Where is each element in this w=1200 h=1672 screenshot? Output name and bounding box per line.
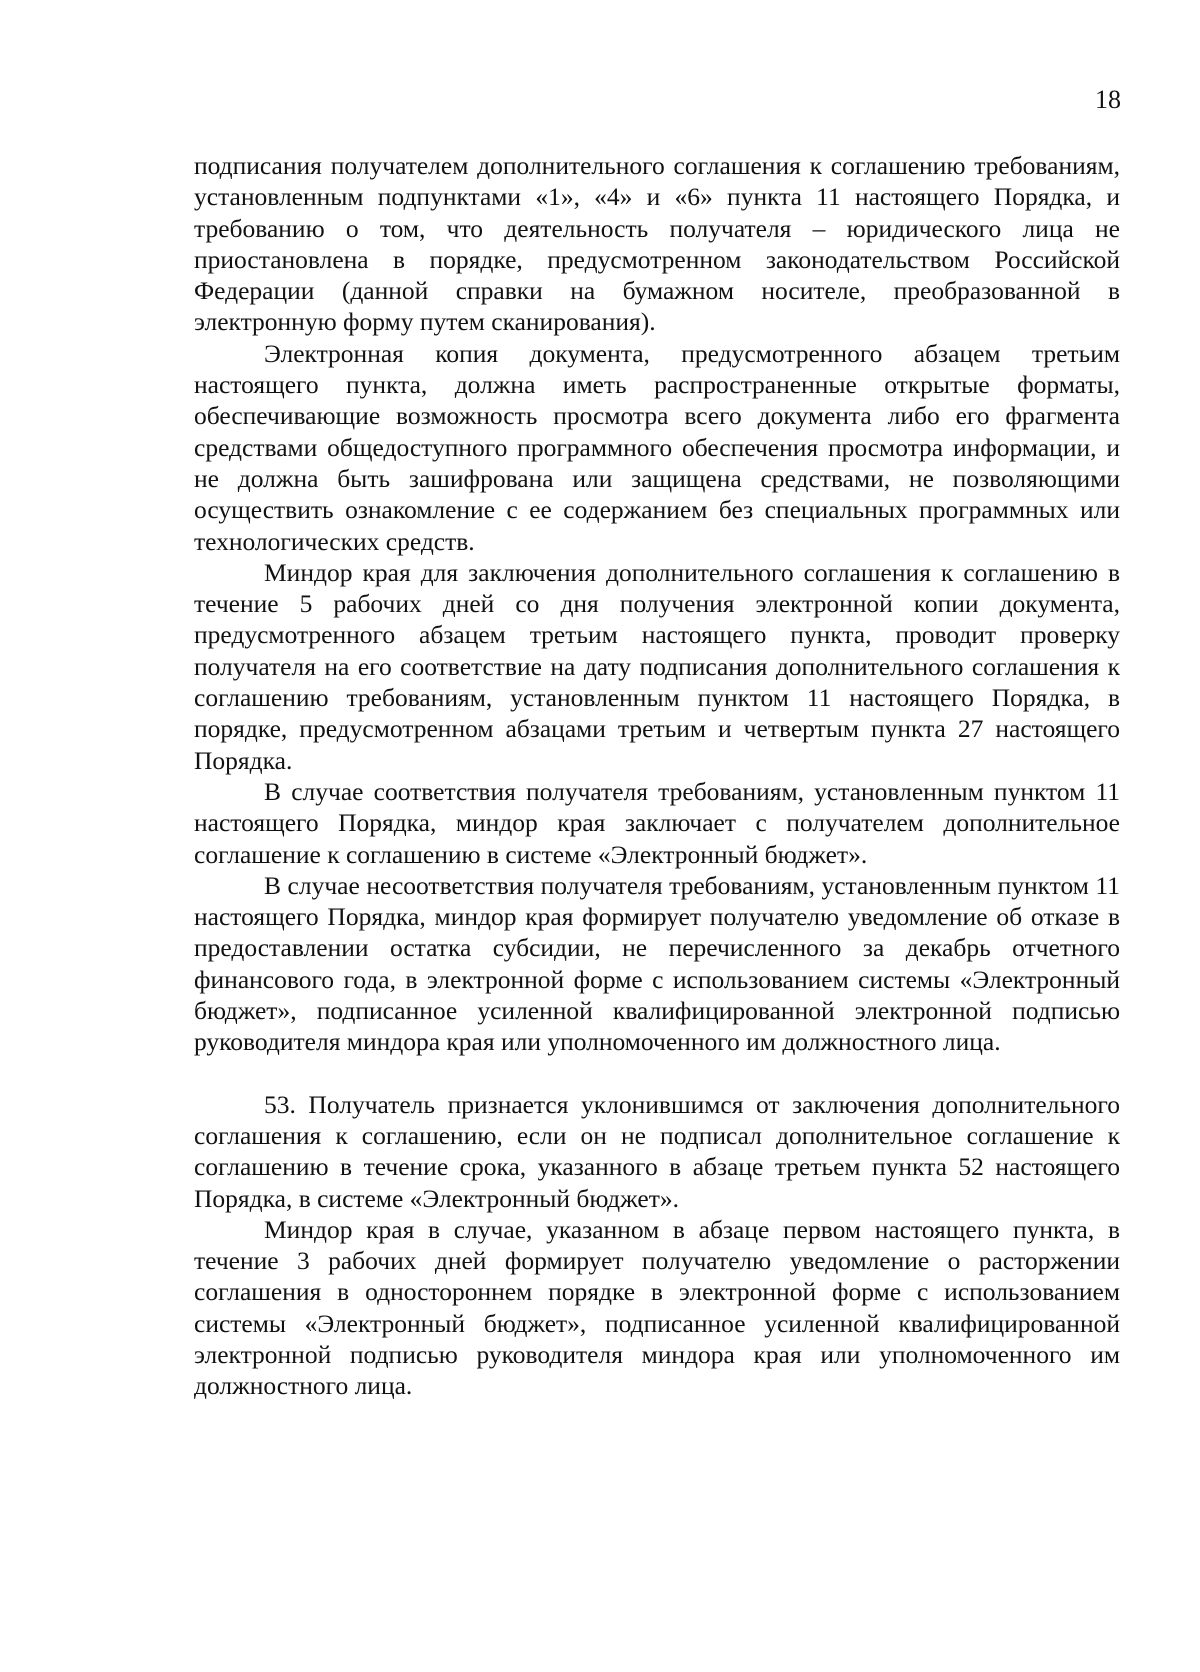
paragraph-electronic-copy-format: Электронная копия документа, предусмотренного абзацем третьим настоящего пункта, должна иметь распространенные открытые форматы, обеспечивающие возможность просмотра всего документа либо его фрагмента средствами общедоступного программного обеспечения просмотра информации, и не должна быть зашифрована или защищена средствами, не позволяющими осуществить ознакомление с ее содержанием без специальных программных или технологических средств. [194, 338, 1120, 556]
paragraph-non-compliance: В случае несоответствия получателя требованиям, установленным пунктом 11 настоящего Порядка, миндор края формирует получателю уведомление об отказе в предоставлении остатка субсидии, не перечисленного за декабрь отчетного финансового года, в электронной форме с использованием системы «Электронный бюджет», подписанное усиленной квалифицированной электронной подписью руководителя миндора края или уполномоченного им должностного лица. [194, 870, 1120, 1057]
paragraph-compliance: В случае соответствия получателя требованиям, установленным пунктом 11 настоящего Порядка, миндор края заключает с получателем дополнительное соглашение к соглашению в системе «Электронный бюджет». [194, 776, 1120, 869]
paragraph-continuation: подписания получателем дополнительного соглашения к соглашению требованиям, установленным подпунктами «1», «4» и «6» пункта 11 настоящего Порядка, и требованию о том, что деятельность получателя – юридического лица не приостановлена в порядке, предусмотренном законодательством Российской Федерации (данной справки на бумажном носителе, преобразованной в электронную форму путем сканирования). [194, 151, 1120, 337]
paragraph-clause-53: 53. Получатель признается уклонившимся от заключения дополнительного соглашения к соглашению, если он не подписал дополнительное соглашение к соглашению в течение срока, указанного в абзаце третьем пункта 52 настоящего Порядка, в системе «Электронный бюджет». [194, 1089, 1120, 1213]
document-body [194, 150, 1120, 1402]
page-number: 18 [1095, 85, 1121, 114]
paragraph-termination-notice: Миндор края в случае, указанном в абзаце первом настоящего пункта, в течение 3 рабочих дней формирует получателю уведомление о расторжении соглашения в одностороннем порядке в электронной форме с использованием системы «Электронный бюджет», подписанное усиленной квалифицированной электронной подписью руководителя миндора края или уполномоченного им должностного лица. [194, 1214, 1120, 1401]
paragraph-recipient-check: Миндор края для заключения дополнительного соглашения к соглашению в течение 5 рабочих дней со дня получения электронной копии документа, предусмотренного абзацем третьим настоящего пункта, проводит проверку получателя на его соответствие на дату подписания дополнительного соглашения к соглашению требованиям, установленным пунктом 11 настоящего Порядка, в порядке, предусмотренном абзацами третьим и четвертым пункта 27 настоящего Порядка. [194, 557, 1120, 775]
